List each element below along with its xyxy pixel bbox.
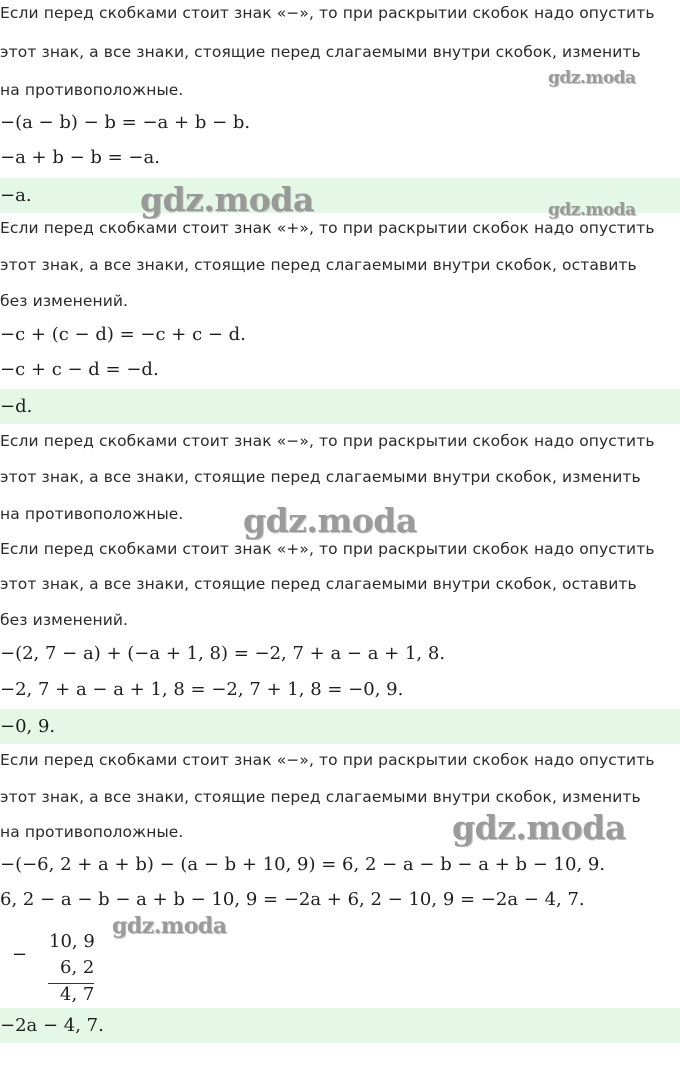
equation-line: −c + (c − d) = −c + c − d.: [0, 324, 246, 345]
column-result: 4, 7: [60, 984, 95, 1005]
watermark-logo: gdz.moda: [112, 913, 227, 939]
rule-line: на противоположные.: [0, 823, 184, 841]
equation-line: 6, 2 − a − b − a + b − 10, 9 = −2a + 6, 2 − 10, 9 = −2a − 4, 7.: [0, 889, 585, 910]
rule-line: этот знак, а все знаки, стоящие перед слагаемыми внутри скобок, изменить: [0, 788, 641, 806]
rule-line: этот знак, а все знаки, стоящие перед слагаемыми внутри скобок, оставить: [0, 256, 637, 274]
rule-line: без изменений.: [0, 292, 129, 310]
watermark-logo: gdz.moda: [452, 808, 626, 847]
rule-line: на противоположные.: [0, 505, 184, 523]
rule-line: Если перед скобками стоит знак «−», то при раскрытии скобок надо опустить: [0, 751, 655, 769]
column-sign: −: [12, 944, 28, 965]
rule-line: Если перед скобками стоит знак «+», то при раскрытии скобок надо опустить: [0, 219, 655, 237]
column-subtrahend: 6, 2: [60, 957, 95, 978]
watermark-logo: gdz.moda: [548, 200, 636, 220]
rule-line: Если перед скобками стоит знак «−», то при раскрытии скобок надо опустить: [0, 4, 655, 22]
answer-line: −2a − 4, 7.: [0, 1008, 680, 1043]
equation-line: −(a − b) − b = −a + b − b.: [0, 112, 251, 133]
answer-line: −a.: [0, 178, 680, 213]
watermark-logo: gdz.moda: [243, 501, 417, 540]
watermark-logo: gdz.moda: [140, 180, 314, 219]
answer-line: −0, 9.: [0, 709, 680, 744]
column-minuend: 10, 9: [49, 931, 95, 952]
rule-line: этот знак, а все знаки, стоящие перед слагаемыми внутри скобок, изменить: [0, 43, 641, 61]
rule-line: без изменений.: [0, 611, 129, 629]
rule-line: этот знак, а все знаки, стоящие перед слагаемыми внутри скобок, оставить: [0, 575, 637, 593]
column-subtraction: [0, 926, 120, 1006]
rule-line: Если перед скобками стоит знак «−», то при раскрытии скобок надо опустить: [0, 432, 655, 450]
rule-line: этот знак, а все знаки, стоящие перед слагаемыми внутри скобок, изменить: [0, 468, 641, 486]
equation-line: −c + c − d = −d.: [0, 359, 159, 380]
equation-line: −a + b − b = −a.: [0, 147, 160, 168]
equation-line: −2, 7 + a − a + 1, 8 = −2, 7 + 1, 8 = −0, 9.: [0, 679, 404, 700]
watermark-logo: gdz.moda: [548, 68, 636, 88]
rule-line: на противоположные.: [0, 81, 184, 99]
answer-line: −d.: [0, 389, 680, 424]
equation-line: −(2, 7 − a) + (−a + 1, 8) = −2, 7 + a − a + 1, 8.: [0, 643, 446, 664]
rule-line: Если перед скобками стоит знак «+», то при раскрытии скобок надо опустить: [0, 540, 655, 558]
equation-line: −(−6, 2 + a + b) − (a − b + 10, 9) = 6, 2 − a − b − a + b − 10, 9.: [0, 854, 606, 875]
